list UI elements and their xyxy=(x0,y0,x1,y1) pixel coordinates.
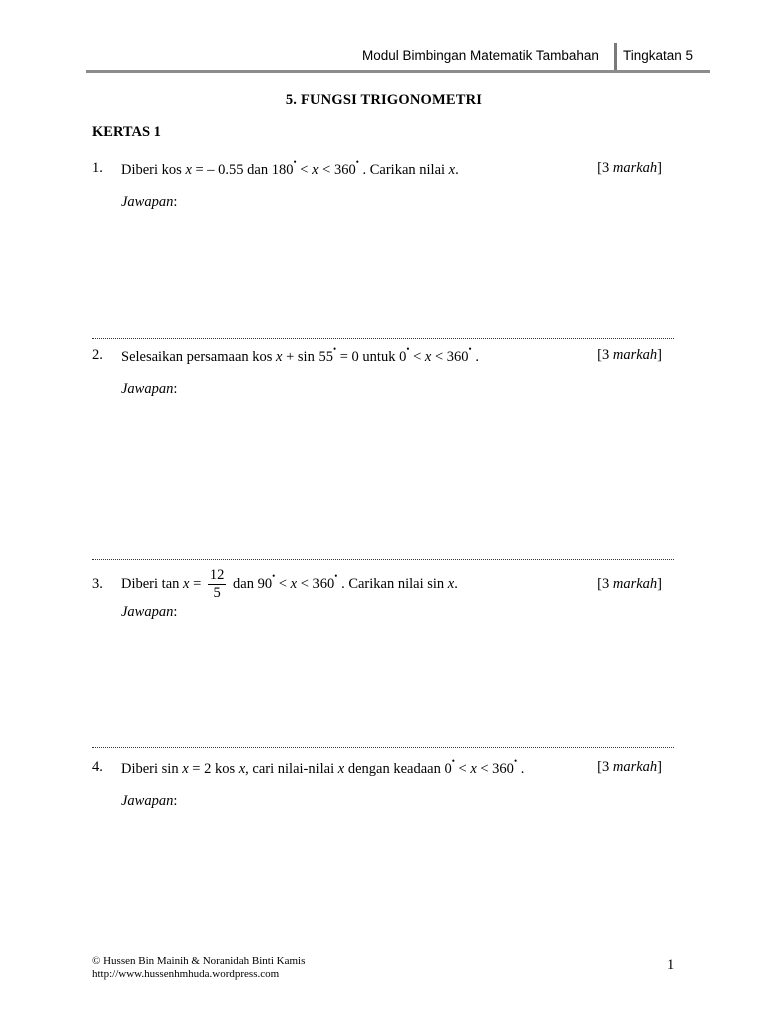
degree-symbol: • xyxy=(355,157,359,167)
footer-copyright: © Hussen Bin Mainih & Noranidah Binti Kamis xyxy=(92,955,306,967)
header-module-title: Modul Bimbingan Matematik Tambahan xyxy=(362,48,599,63)
header-level: Tingkatan 5 xyxy=(623,48,694,63)
question-marks: [3 markah] xyxy=(597,576,662,592)
page-number: 1 xyxy=(667,957,675,973)
answer-dotted-line xyxy=(92,559,674,560)
question-number: 2. xyxy=(92,347,103,363)
degree-symbol: • xyxy=(293,157,297,167)
question-text: Diberi sin x = 2 kos x, cari nilai-nilai x dengan keadaan 0• < x < 360• . xyxy=(121,756,525,777)
page-title: 5. FUNGSI TRIGONOMETRI xyxy=(285,92,483,108)
degree-symbol: • xyxy=(272,571,276,581)
question-marks: [3 markah] xyxy=(597,759,662,775)
degree-symbol: • xyxy=(406,344,410,354)
answer-label: Jawapan: xyxy=(121,604,178,620)
answer-label: Jawapan: xyxy=(121,381,178,397)
fraction xyxy=(208,567,227,602)
question-text: Selesaikan persamaan kos x + sin 55• = 0 untuk 0• < x < 360• . xyxy=(121,344,479,365)
degree-symbol: • xyxy=(451,756,455,766)
fraction-numerator: 12 xyxy=(209,567,225,583)
degree-symbol: • xyxy=(334,571,338,581)
question-text: Diberi kos x = – 0.55 dan 180• < x < 360• . Carikan nilai x. xyxy=(121,157,459,178)
question-text: Diberi tan x = $\frac{12}{5}$ dan 90• < x < 360• . Carikan nilai sin x. xyxy=(121,567,458,601)
question-number: 1. xyxy=(92,160,103,176)
answer-dotted-line xyxy=(92,338,674,339)
question-number: 3. xyxy=(92,576,103,592)
answer-label: Jawapan: xyxy=(121,194,178,210)
question-marks: [3 markah] xyxy=(597,347,662,363)
degree-symbol: • xyxy=(513,756,518,766)
answer-dotted-line xyxy=(92,747,674,748)
question-marks: [3 markah] xyxy=(597,160,662,176)
footer-url[interactable]: http://www.hussenhmhuda.wordpress.com xyxy=(92,968,280,980)
answer-label: Jawapan: xyxy=(121,793,178,809)
header-separator xyxy=(614,43,617,72)
header-rule xyxy=(86,70,710,73)
fraction-denominator: 5 xyxy=(213,585,221,601)
degree-symbol: • xyxy=(332,344,337,354)
question-number: 4. xyxy=(92,759,103,775)
paper-heading: KERTAS 1 xyxy=(92,124,161,140)
degree-symbol: • xyxy=(468,344,472,354)
